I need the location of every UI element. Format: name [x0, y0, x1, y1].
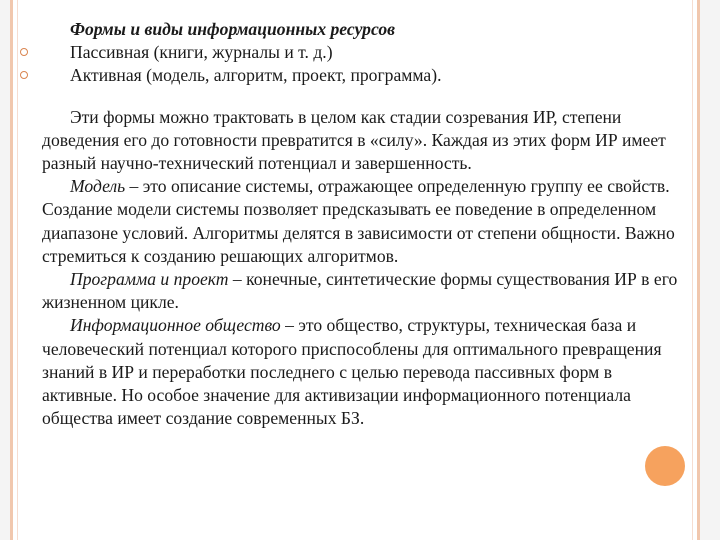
paragraph-program — [42, 268, 678, 314]
paragraph-text: Эти формы можно трактовать в целом как стадии созревания ИР, степени доведения его до готовности превратится в «силу». Каждая из этих форм ИР имеет разный научно-технический потенциал и завершенность. — [42, 106, 666, 174]
bullet-item-passive — [42, 41, 678, 64]
bullet-list — [42, 41, 678, 87]
decorative-circle — [645, 446, 685, 486]
paragraph-stages — [42, 106, 678, 176]
slide-content — [42, 18, 678, 430]
bullet-text: Пассивная (книги, журналы и т. д.) — [70, 42, 333, 63]
paragraph-text: – это описание системы, отражающее определенную группу ее свойств. Создание модели системы позволяет предсказывать ее поведение в определенном диапазоне условий. Алгоритмы делятся в зависимости от степени общности. Важно стремиться к созданию решающих алгоритмов. — [42, 176, 675, 266]
paragraph-text: – это общество, структуры, техническая база и человеческий потенциал которого приспособлены для оптимального превращения знаний в ИР и переработки последнего с целью перевода пассивных форм в активные. Но особое значение для активизации информационного потенциала общества имеет создание современных БЗ. — [42, 315, 662, 429]
bullet-text: Активная (модель, алгоритм, проект, программа). — [70, 65, 442, 86]
paragraph-text: – конечные, синтетические формы существования ИР в его жизненном цикле. — [42, 269, 678, 313]
paragraph-model — [42, 175, 678, 268]
term-information-society: Информационное общество — [70, 315, 281, 336]
bullet-item-active — [42, 64, 678, 87]
term-model: Модель — [70, 176, 126, 197]
slide-heading: Формы и виды информационных ресурсов — [70, 19, 395, 39]
spacer — [42, 88, 678, 106]
paragraph-society — [42, 314, 678, 430]
term-program-project: Программа и проект — [70, 269, 229, 290]
